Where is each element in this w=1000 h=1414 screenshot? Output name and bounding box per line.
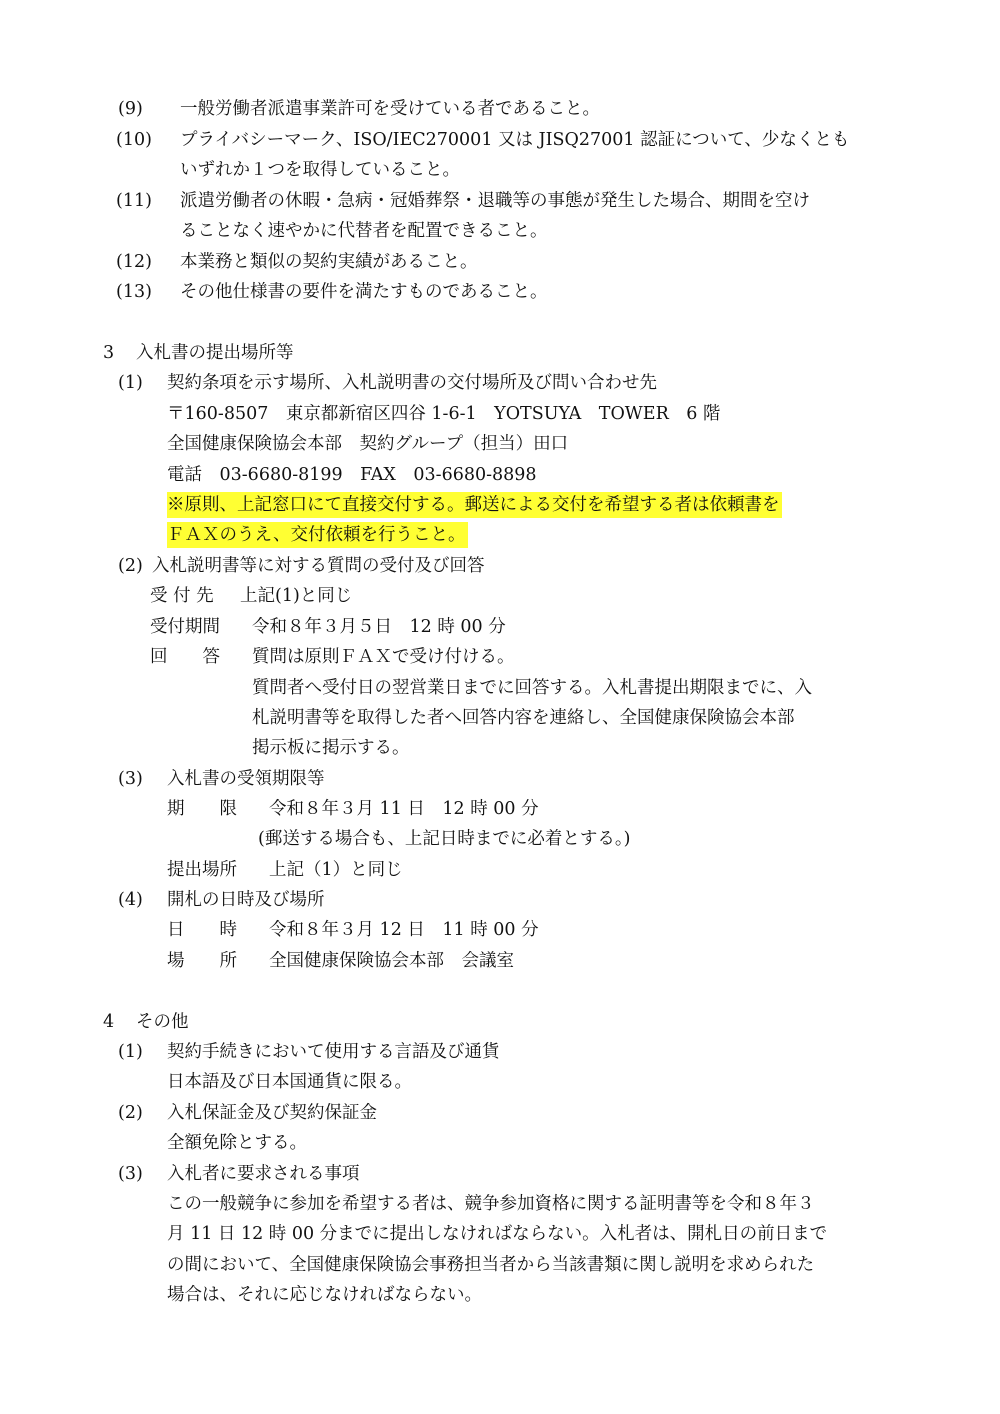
s3-deadline-label: 期 限 [167, 799, 237, 819]
s3-period-label: 受付期間 [150, 617, 220, 637]
s4-item3-body-line2: 月 11 日 12 時 00 分までに提出しなければならない。入札者は、開札日の前日まで [167, 1224, 828, 1244]
item-12-number: (12) [116, 252, 152, 272]
s3-highlight-note-line2: ＦＡＸのうえ、交付依頼を行うこと。 [167, 522, 468, 548]
s3-time-label: 日 時 [167, 920, 237, 940]
section-3-heading: 入札書の提出場所等 [136, 343, 294, 363]
section-4-heading: その他 [136, 1012, 189, 1032]
s4-item3-number: (3) [118, 1164, 143, 1184]
item-10-text-line1: プライバシーマーク、ISO/IEC270001 又は JISQ27001 認証について、少なくとも [180, 130, 850, 150]
s3-answer-line1: 質問は原則ＦＡＸで受け付ける。 [252, 647, 515, 667]
item-9-number: (9) [118, 99, 143, 119]
item-10-text-line2: いずれか１つを取得していること。 [180, 160, 460, 180]
s3-organization: 全国健康保険協会本部 契約グループ（担当）田口 [167, 434, 569, 454]
s4-item1-number: (1) [118, 1042, 143, 1062]
s3-recv-label: 受 付 先 [150, 586, 214, 606]
s3-answer-line2: 質問者へ受付日の翌営業日までに回答する。入札書提出期限までに、入 [252, 678, 812, 698]
s3-answer-label: 回 答 [150, 647, 220, 667]
item-9-text: 一般労働者派遣事業許可を受けている者であること。 [180, 99, 600, 119]
s3-item3-title: 入札書の受領期限等 [167, 769, 325, 789]
s3-item2-title: 入札説明書等に対する質問の受付及び回答 [152, 556, 485, 576]
s4-item1-title: 契約手続きにおいて使用する言語及び通貨 [167, 1042, 500, 1062]
item-10-number: (10) [116, 130, 152, 150]
s3-venue-value: 全国健康保険協会本部 会議室 [269, 951, 514, 971]
s3-item3-number: (3) [118, 769, 143, 789]
s4-item2-title: 入札保証金及び契約保証金 [167, 1103, 377, 1123]
s3-item1-number: (1) [118, 373, 143, 393]
s3-item4-title: 開札の日時及び場所 [167, 890, 325, 910]
s3-place-label: 提出場所 [167, 860, 237, 880]
s3-time-value: 令和８年３月 12 日 11 時 00 分 [269, 920, 539, 940]
s3-place-value: 上記（1）と同じ [269, 860, 403, 880]
s4-item3-title: 入札者に要求される事項 [167, 1164, 360, 1184]
item-13-text: その他仕様書の要件を満たすものであること。 [180, 282, 548, 302]
s3-answer-line3: 札説明書等を取得した者へ回答内容を連絡し、全国健康保険協会本部 [252, 708, 795, 728]
s3-period-value: 令和８年３月５日 12 時 00 分 [252, 617, 506, 637]
s4-item3-body-line1: この一般競争に参加を希望する者は、競争参加資格に関する証明書等を令和８年３ [167, 1194, 815, 1214]
s3-deadline-value: 令和８年３月 11 日 12 時 00 分 [269, 799, 539, 819]
s4-item1-body: 日本語及び日本国通貨に限る。 [167, 1072, 412, 1092]
item-11-text-line2: ることなく速やかに代替者を配置できること。 [180, 221, 548, 241]
s3-highlight-note-line1: ※原則、上記窓口にて直接交付する。郵送による交付を希望する者は依頼書を [167, 492, 782, 518]
s4-item3-body-line4: 場合は、それに応じなければならない。 [167, 1285, 482, 1305]
s3-item2-number: (2) [118, 556, 143, 576]
s3-item4-number: (4) [118, 890, 143, 910]
item-13-number: (13) [116, 282, 152, 302]
s3-recv-value: 上記(1)と同じ [240, 586, 353, 606]
item-11-text-line1: 派遣労働者の休暇・急病・冠婚葬祭・退職等の事態が発生した場合、期間を空け [180, 191, 810, 211]
item-11-number: (11) [116, 191, 152, 211]
section-3-number: 3 [103, 343, 115, 363]
item-12-text: 本業務と類似の契約実績があること。 [180, 252, 478, 272]
s3-address: 〒160-8507 東京都新宿区四谷 1-6-1 YOTSUYA TOWER 6 階 [167, 404, 721, 424]
section-4-number: 4 [103, 1012, 115, 1032]
s3-answer-line4: 掲示板に掲示する。 [252, 738, 410, 758]
s3-deadline-note: (郵送する場合も、上記日時までに必着とする。) [258, 829, 631, 849]
s3-item1-title: 契約条項を示す場所、入札説明書の交付場所及び問い合わせ先 [167, 373, 657, 393]
s3-venue-label: 場 所 [167, 951, 237, 971]
s4-item2-body: 全額免除とする。 [167, 1133, 307, 1153]
s3-contact: 電話 03-6680-8199 FAX 03-6680-8898 [167, 465, 537, 485]
s4-item3-body-line3: の間において、全国健康保険協会事務担当者から当該書類に関し説明を求められた [167, 1255, 815, 1275]
s4-item2-number: (2) [118, 1103, 143, 1123]
